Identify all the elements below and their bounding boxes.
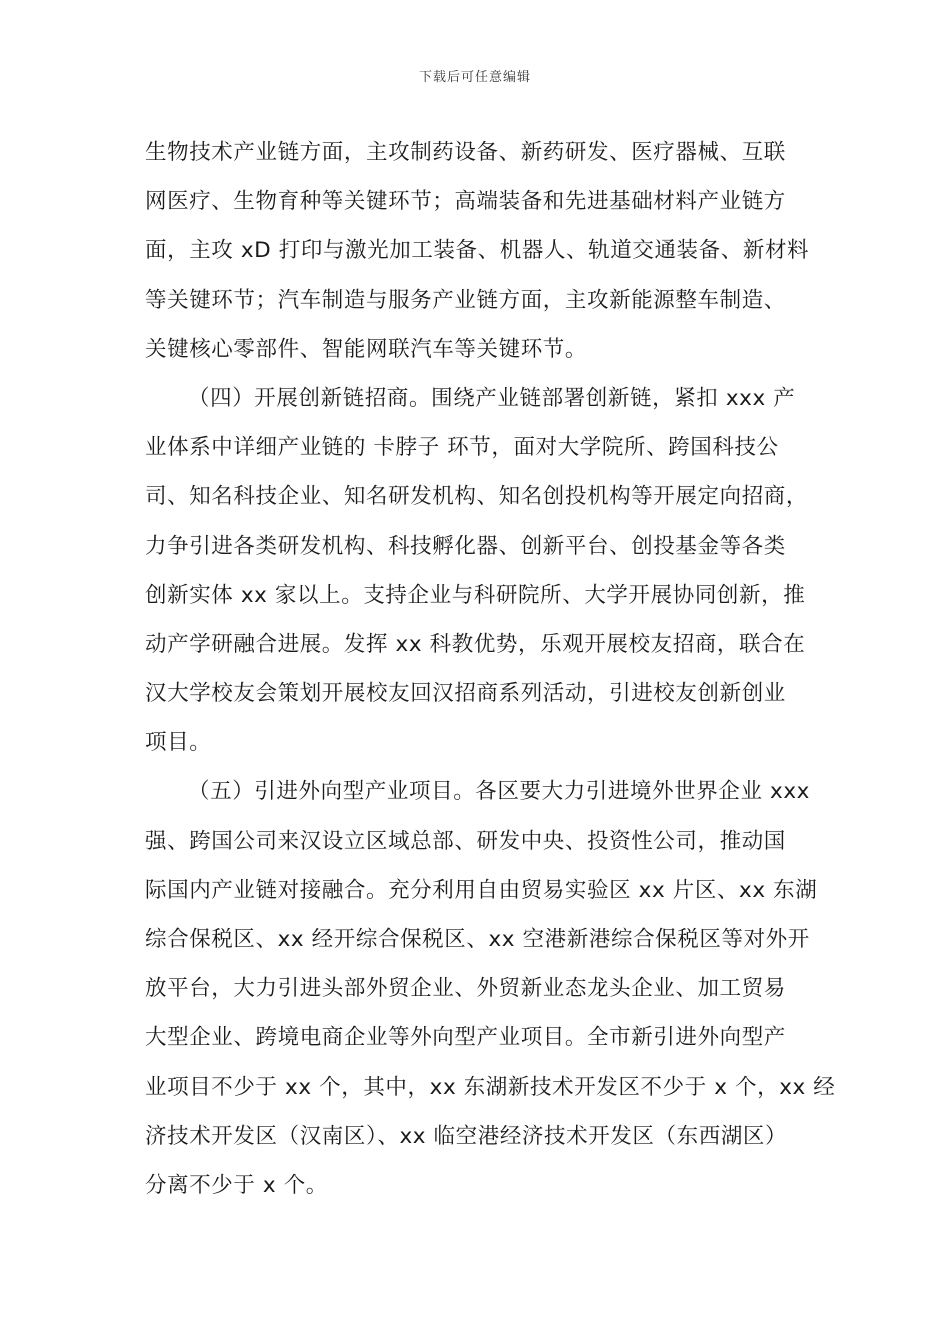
document-body [145,128,836,1210]
text-line: 放平台，大力引进头部外贸企业、外贸新业态龙头企业、加工贸易 [145,976,786,1002]
paragraph-innovation-chain [145,374,825,768]
paragraph-outward-projects [145,767,836,1210]
text-line: （四）开展创新链招商。围绕产业链部署创新链，紧扣 xxx 产 [188,385,796,411]
text-line: 济技术开发区（汉南区）、xx 临空港经济技术开发区（东西湖区） [145,1123,788,1149]
text-line: 动产学研融合进展。发挥 xx 科教优势，乐观开展校友招商，联合在 [145,631,806,657]
text-line: 等关键环节；汽车制造与服务产业链方面，主攻新能源整车制造、 [145,287,786,313]
text-line: （五）引进外向型产业项目。各区要大力引进境外世界企业 xxx [188,779,811,805]
text-line: 强、跨国公司来汉设立区域总部、研发中央、投资性公司，推动国 [145,828,786,854]
page-header: 下载后可任意编辑 [418,70,531,85]
text-line: 汉大学校友会策划开展校友回汉招商系列活动，引进校友创新创业 [145,681,786,707]
text-line: 业项目不少于 xx 个，其中，xx 东湖新技术开发区不少于 x 个，xx 经 [145,1074,836,1100]
text-line: 分离不少于 x 个。 [145,1172,328,1198]
text-line: 生物技术产业链方面，主攻制药设备、新药研发、医疗器械、互联 [145,140,786,165]
text-line: 际国内产业链对接融合。充分利用自由贸易实验区 xx 片区、xx 东湖 [145,877,818,903]
text-line: 关键核心零部件、智能网联汽车等关键环节。 [145,336,588,362]
text-line: 大型企业、跨境电商企业等外向型产业项目。全市新引进外向型产 [145,1025,786,1051]
text-line: 综合保税区、xx 经开综合保税区、xx 空港新港综合保税区等对外开 [145,927,810,952]
text-line: 力争引进各类研发机构、科技孵化器、创新平台、创投基金等各类 [145,533,786,559]
text-line: 项目。 [145,730,212,756]
text-line: 网医疗、生物育种等关键环节；高端装备和先进基础材料产业链方 [145,189,786,215]
text-line: 司、知名科技企业、知名研发机构、知名创投机构等开展定向招商， [145,484,809,510]
text-line: 业体系中详细产业链的 卡脖子 环节，面对大学院所、跨国科技公 [145,435,779,461]
text-line: 创新实体 xx 家以上。支持企业与科研院所、大学开展协同创新，推 [145,582,806,608]
paragraph-biotech-chain [145,128,825,374]
text-line: 面，主攻 xD 打印与激光加工装备、机器人、轨道交通装备、新材料 [145,238,810,264]
